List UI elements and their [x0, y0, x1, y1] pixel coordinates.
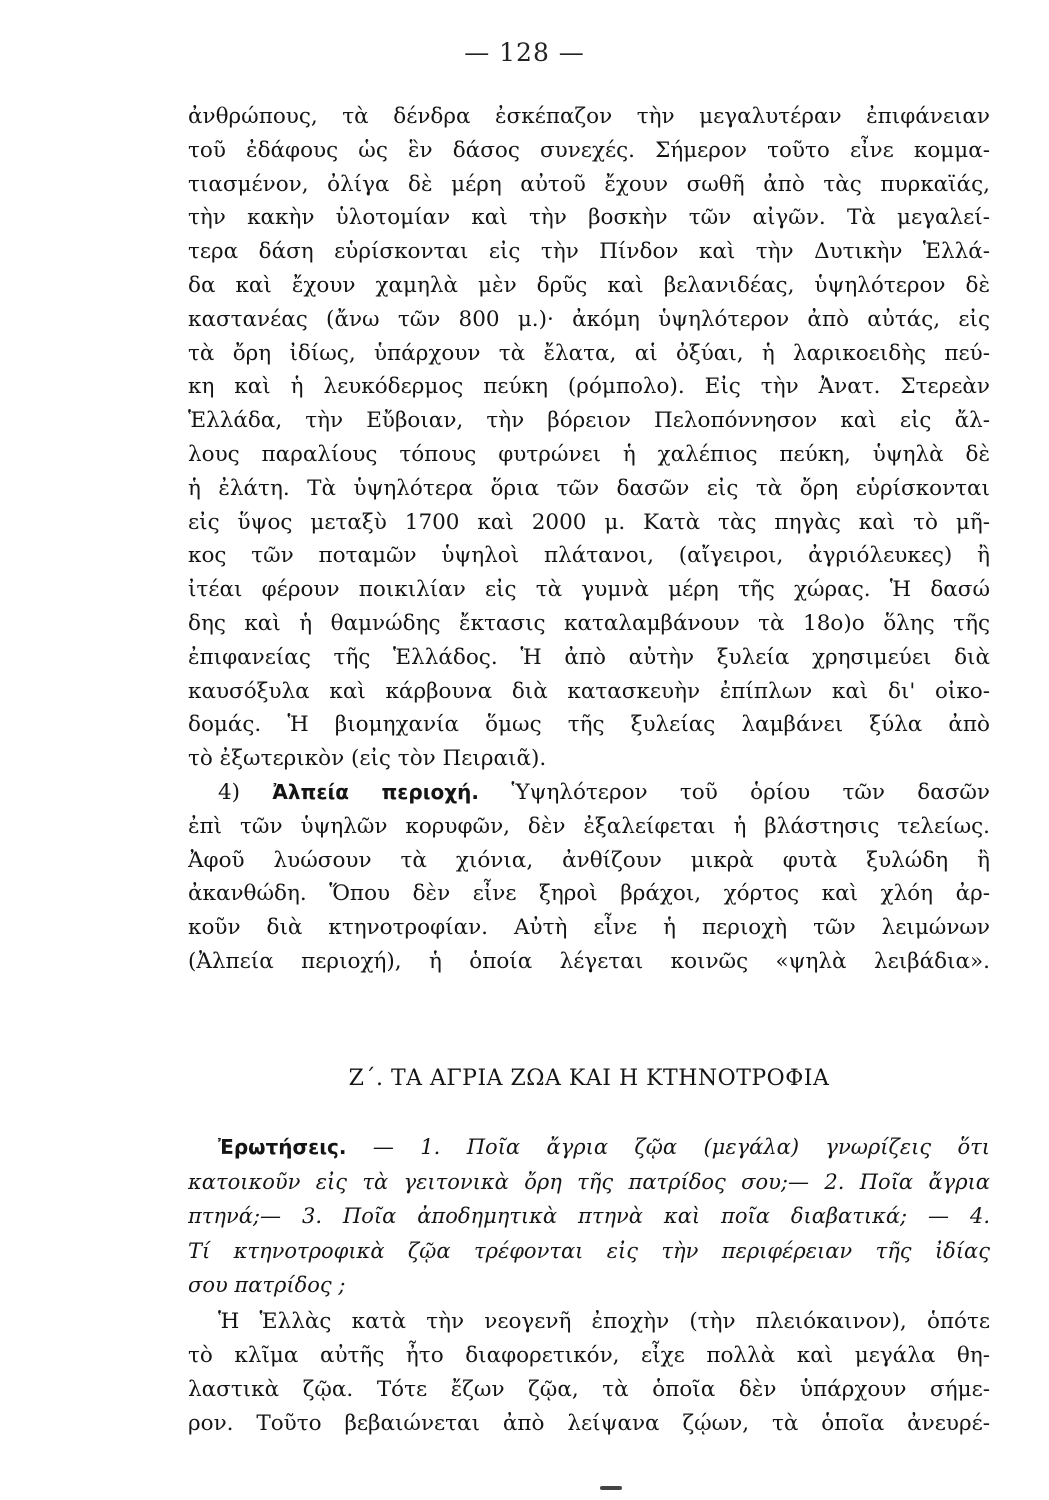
text-line: λους παραλίους τόπους φυτρώνει ἡ χαλέπιος πεύκη, ὑψηλὰ δὲ	[188, 441, 990, 467]
text-line: δομάς. Ἡ βιομηχανία ὅμως τῆς ξυλείας λαμβάνει ξύλα ἀπὸ	[188, 712, 990, 738]
text-line: ἐπιφανείας τῆς Ἑλλάδος. Ἡ ἀπὸ αὐτὴν ξυλεία χρησιμεύει διὰ	[188, 644, 990, 670]
text-line: κος τῶν ποταμῶν ὑψηλοὶ πλάτανοι, (αἴγειροι, ἀγριόλευκες) ἢ	[188, 543, 990, 569]
text-line: τιασμένον, ὀλίγα δὲ μέρη αὐτοῦ ἔχουν σωθῆ ἀπὸ τὰς πυρκαϊάς,	[188, 171, 990, 197]
question-line: σου πατρίδος ;	[188, 1273, 346, 1298]
text-line: Ἀφοῦ λυώσουν τὰ χιόνια, ἀνθίζουν μικρὰ φυτὰ ξυλώδη ἢ	[188, 847, 990, 873]
question-line: πτηνά;— 3. Ποῖα ἀποδημητικὰ πτηνὰ καὶ ποῖα διαβατικά; — 4.	[188, 1204, 990, 1229]
text-line: δα καὶ ἔχουν χαμηλὰ μὲν δρῦς καὶ βελανιδέας, ὑψηλότερον δὲ	[188, 272, 990, 298]
text-line: τὸ ἐξωτερικὸν (εἰς τὸν Πειραιᾶ).	[188, 746, 547, 772]
text-line: (Ἀλπεία περιοχή), ἡ ὁποία λέγεται κοινῶς «ψηλὰ λειβάδια».	[188, 948, 990, 974]
section-title: Ζ΄. ΤΑ ΑΓΡΙΑ ΖΩΑ ΚΑΙ Η ΚΤΗΝΟΤΡΟΦΙΑ	[348, 1066, 830, 1091]
questions-first-text: — 1. Ποῖα ἄγρια ζῷα (μεγάλα) γνωρίζεις ὅτι	[372, 1135, 990, 1159]
text-line: Ἑλλάδα, τὴν Εὔβοιαν, τὴν βόρειον Πελοπόννησον καὶ εἰς ἄλ-	[188, 408, 990, 434]
text-line: τερα δάση εὑρίσκονται εἰς τὴν Πίνδον καὶ τὴν Δυτικὴν Ἑλλά-	[188, 239, 990, 265]
text-line: κη καὶ ἡ λευκόδερμος πεύκη (ρόμπολο). Εἰς τὴν Ἀνατ. Στερεὰν	[188, 374, 990, 400]
text-line: ἡ ἐλάτη. Τὰ ὑψηλότερα ὅρια τῶν δασῶν εἰς τὰ ὄρη εὑρίσκονται	[188, 475, 990, 501]
text-line: Ἡ Ἑλλὰς κατὰ τὴν νεογενῆ ἐποχὴν (τὴν πλειόκαινον), ὁπότε	[218, 1309, 990, 1334]
text-line: τὸ κλῖμα αὐτῆς ἦτο διαφορετικόν, εἶχε πολλὰ καὶ μεγάλα θη-	[188, 1343, 990, 1368]
text-line: λαστικὰ ζῷα. Τότε ἔζων ζῷα, τὰ ὁποῖα δὲν ὑπάρχουν σήμε-	[188, 1377, 990, 1402]
alpine-heading: Ἀλπεία περιοχή.	[272, 779, 479, 804]
text-line: τοῦ ἐδάφους ὡς ἓν δάσος συνεχές. Σήμερον τοῦτο εἶνε κομμα-	[188, 137, 990, 163]
text-line: ρον. Τοῦτο βεβαιώνεται ἀπὸ λείψανα ζῴων, τὰ ὁποῖα ἀνευρέ-	[188, 1411, 990, 1436]
alpine-number: 4)	[218, 779, 241, 805]
question-line: Τί κτηνοτροφικὰ ζῷα τρέφονται εἰς τὴν περιφέρειαν τῆς ἰδίας	[188, 1238, 990, 1263]
text-line: τὴν κακὴν ὑλοτομίαν καὶ τὴν βοσκὴν τῶν αἰγῶν. Τὰ μεγαλεί-	[188, 205, 990, 231]
page-number: — 128 —	[464, 38, 585, 67]
questions-label: Ἐρωτήσεις.	[218, 1135, 347, 1159]
text-line: καυσόξυλα καὶ κάρβουνα διὰ κατασκευὴν ἐπίπλων καὶ δι' οἰκο-	[188, 678, 990, 704]
questions-block	[188, 1130, 990, 1303]
alpine-heading-line	[188, 776, 990, 810]
text-line: δης καὶ ἡ θαμνώδης ἔκτασις καταλαμβάνουν τὰ 18ο)ο ὅλης τῆς	[188, 610, 990, 636]
question-line: κατοικοῦν εἰς τὰ γειτονικὰ ὄρη τῆς πατρίδος σου;— 2. Ποῖα ἄγρια	[188, 1169, 990, 1194]
text-line: ἀκανθώδη. Ὅπου δὲν εἶνε ξηροὶ βράχοι, χόρτος καὶ χλόη ἀρ-	[188, 881, 990, 907]
text-line: ἐπὶ τῶν ὑψηλῶν κορυφῶν, δὲν ἐξαλείφεται ἡ βλάστησις τελείως.	[188, 813, 990, 839]
paragraph-fauna	[188, 1305, 990, 1441]
text-line: καστανέας (ἄνω τῶν 800 μ.)· ἀκόμη ὑψηλότερον ἀπὸ αὐτάς, εἰς	[188, 306, 990, 332]
text-line: εἰς ὕψος μεταξὺ 1700 καὶ 2000 μ. Κατὰ τὰς πηγὰς καὶ τὸ μῆ-	[188, 509, 990, 535]
text-line: κοῦν διὰ κτηνοτροφίαν. Αὐτὴ εἶνε ἡ περιοχὴ τῶν λειμώνων	[188, 915, 990, 941]
text-line: ἰτέαι φέρουν ποικιλίαν εἰς τὰ γυμνὰ μέρη τῆς χώρας. Ἡ δασώ	[188, 577, 990, 603]
questions-first-line	[188, 1130, 990, 1165]
text-line: τὰ ὄρη ἰδίως, ὑπάρχουν τὰ ἔλατα, αἱ ὀξύαι, ἡ λαρικοειδὴς πεύ-	[188, 340, 990, 366]
body-text	[188, 100, 990, 979]
text-line: ἀνθρώπους, τὰ δένδρα ἐσκέπαζον τὴν μεγαλυτέραν ἐπιφάνειαν	[188, 104, 990, 129]
alpine-first-line: Ὑψηλότερον τοῦ ὁρίου τῶν δασῶν	[511, 779, 990, 805]
print-smudge	[600, 1486, 622, 1490]
